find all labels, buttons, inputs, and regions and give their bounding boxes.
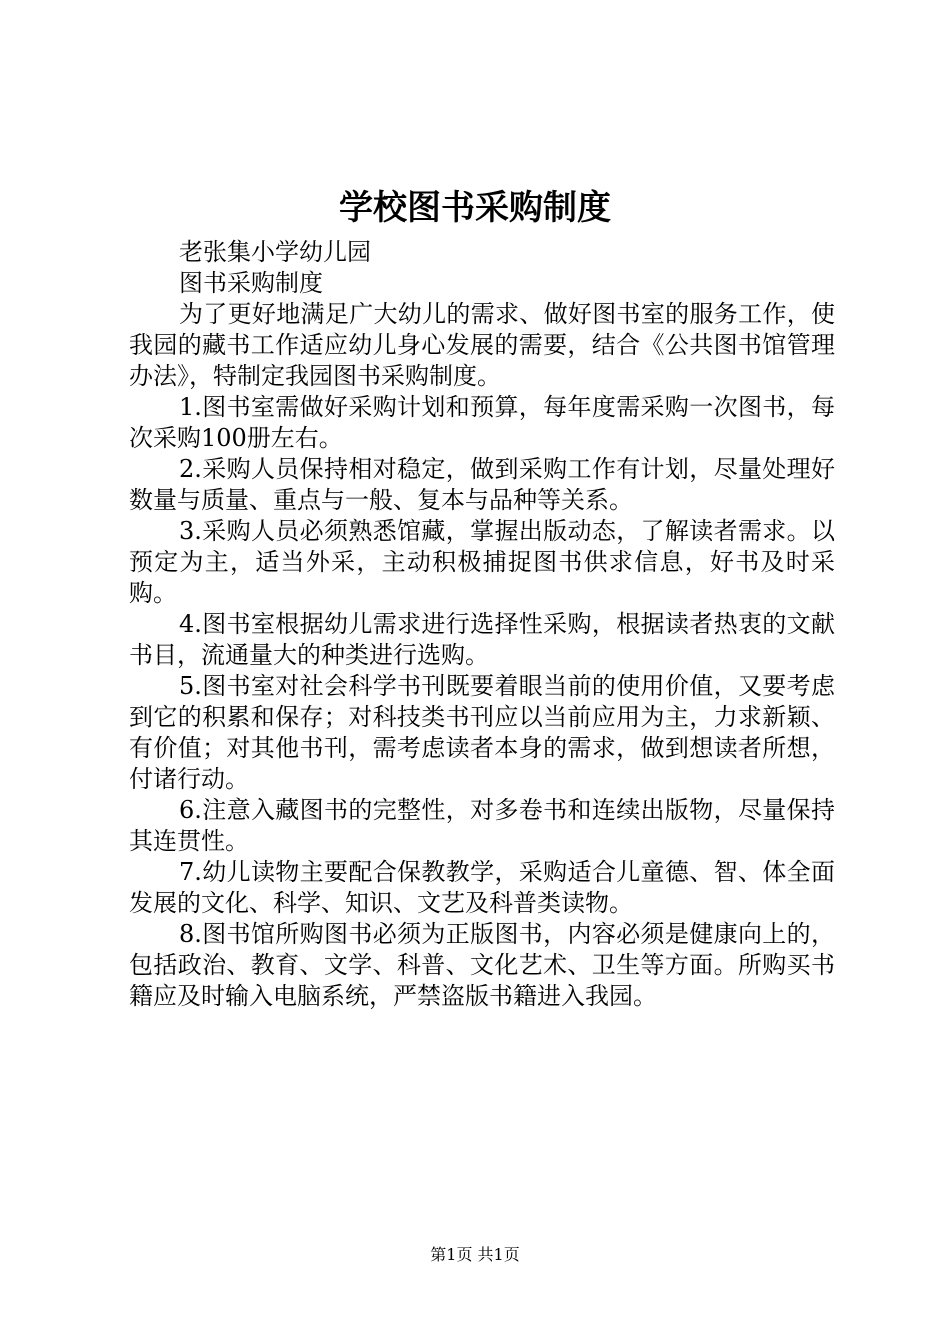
paragraph-item-2: 2.采购人员保持相对稳定，做到采购工作有计划，尽量处理好数量与质量、重点与一般、复本与品种等关系。 [129,455,835,514]
document-title: 学校图书采购制度 [339,188,611,228]
document-subtitle: 图书采购制度 [179,269,323,297]
document-body [129,237,835,1012]
paragraph-item-5: 5.图书室对社会科学书刊既要着眼当前的使用价值，又要考虑到它的积累和保存；对科技类书刊应以当前应用为主，力求新颖、有价值；对其他书刊，需考虑读者本身的需求，做到想读者所想，付诸行动。 [129,672,835,793]
paragraph-item-1: 1.图书室需做好采购计划和预算，每年度需采购一次图书，每次采购100册左右。 [129,393,835,452]
paragraph-item-7: 7.幼儿读物主要配合保教教学，采购适合儿童德、智、体全面发展的文化、科学、知识、文艺及科普类读物。 [129,858,835,917]
paragraph-item-4: 4.图书室根据幼儿需求进行选择性采购，根据读者热衷的文献书目，流通量大的种类进行选购。 [129,610,835,669]
paragraph-intro: 为了更好地满足广大幼儿的需求、做好图书室的服务工作，使我园的藏书工作适应幼儿身心发展的需要，结合《公共图书馆管理办法》，特制定我园图书采购制度。 [129,300,835,390]
paragraph-item-8: 8.图书馆所购图书必须为正版图书，内容必须是健康向上的，包括政治、教育、文学、科普、文化艺术、卫生等方面。所购买书籍应及时输入电脑系统，严禁盗版书籍进入我园。 [129,920,835,1010]
page-footer: 第1页 共1页 [430,1245,520,1264]
paragraph-item-3: 3.采购人员必须熟悉馆藏，掌握出版动态，了解读者需求。以预定为主，适当外采，主动积极捕捉图书供求信息，好书及时采购。 [129,517,835,607]
paragraph-item-6: 6.注意入藏图书的完整性，对多卷书和连续出版物，尽量保持其连贯性。 [129,796,835,855]
org-name: 老张集小学幼儿园 [179,238,371,266]
